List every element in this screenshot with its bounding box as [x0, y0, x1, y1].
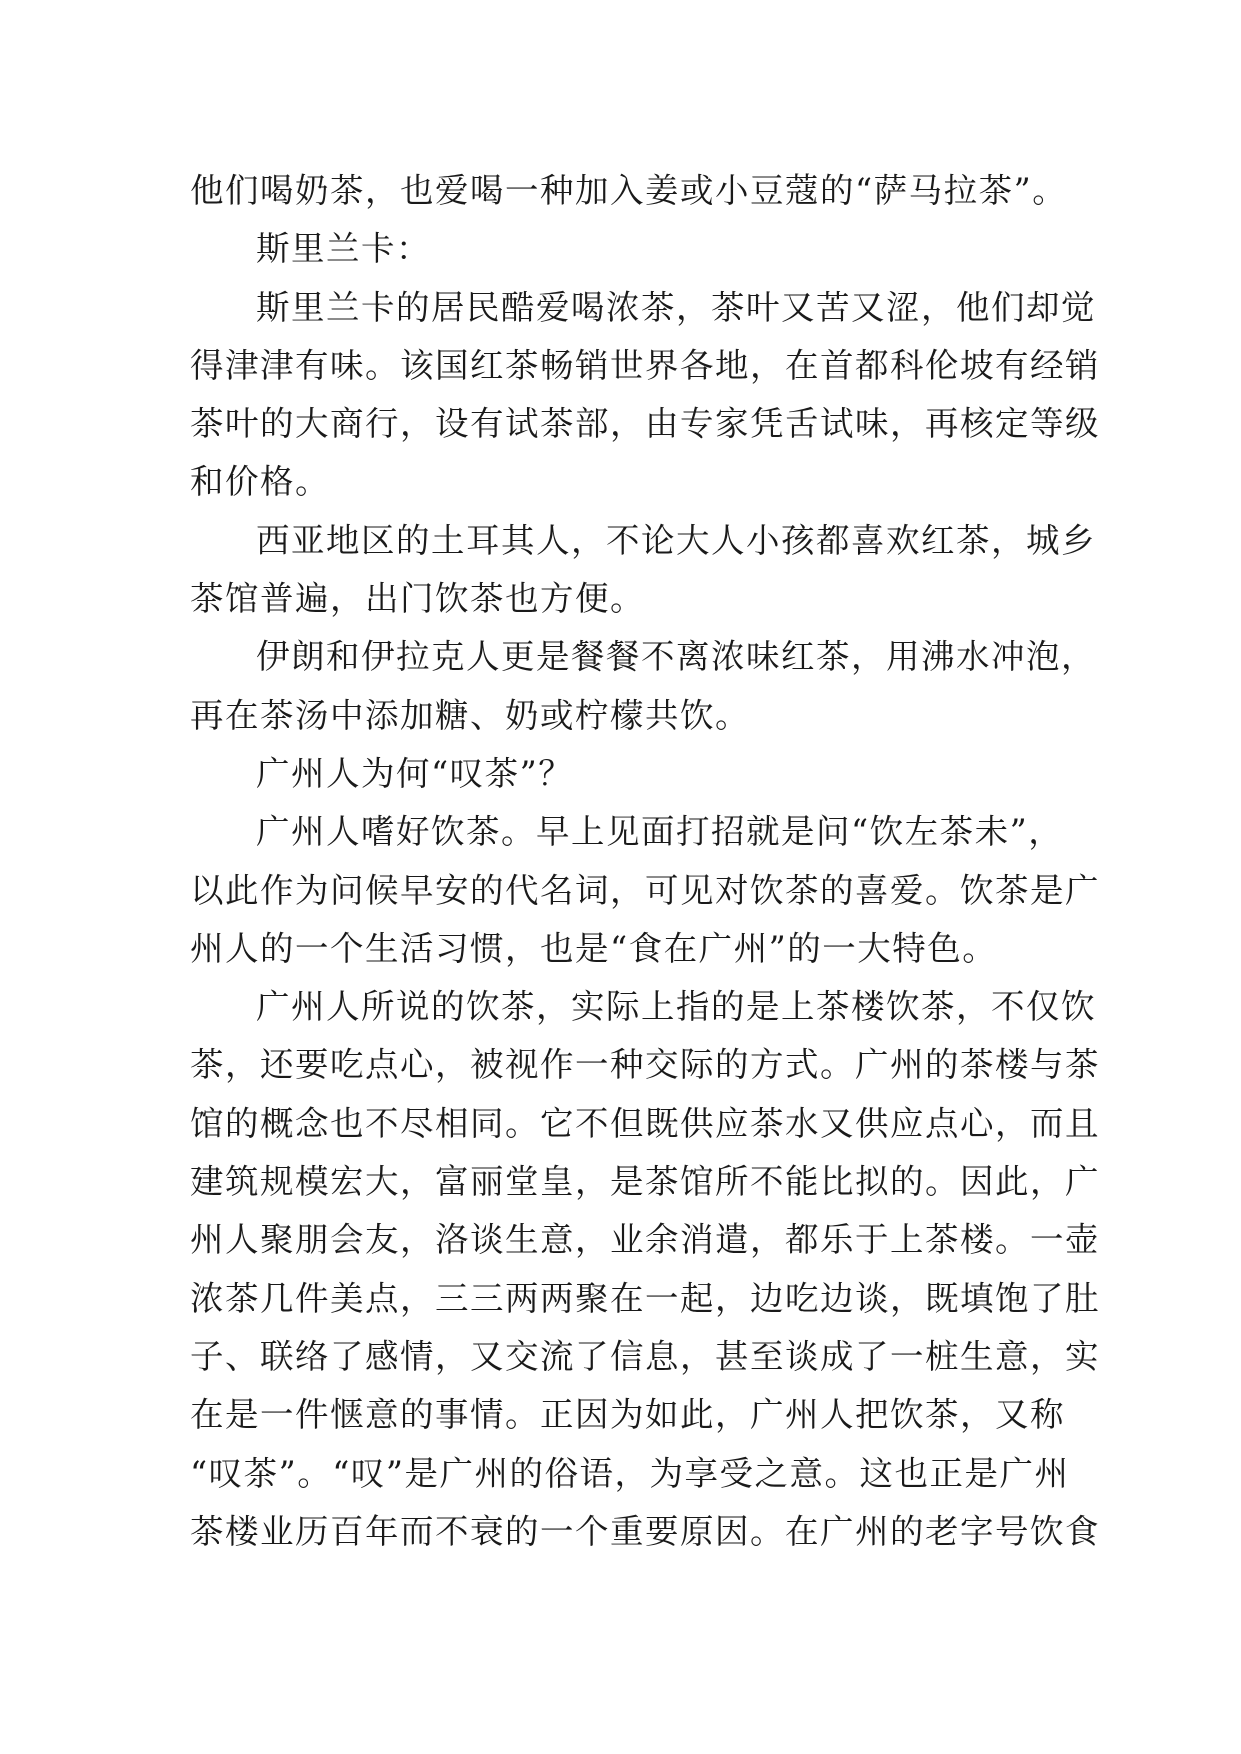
text-line: 在是一件惬意的事情。正因为如此，广州人把饮茶，又称: [190, 1395, 1065, 1435]
text-line: 和价格。: [190, 462, 330, 502]
text-line: 茶，还要吃点心，被视作一种交际的方式。广州的茶楼与茶: [190, 1045, 1100, 1085]
text-line: 茶馆普遍，出门饮茶也方便。: [190, 579, 645, 619]
text-line: 茶楼业历百年而不衰的一个重要原因。在广州的老字号饮食: [190, 1511, 1100, 1551]
text-line: 馆的概念也不尽相同。它不但既供应茶水又供应点心，而且: [190, 1103, 1100, 1143]
text-line: 再在茶汤中添加糖、奶或柠檬共饮。: [190, 695, 750, 735]
body-text: [190, 162, 1100, 1561]
text-line: 斯里兰卡的居民酷爱喝浓茶，茶叶又苦又涩，他们却觉: [256, 287, 1096, 327]
text-line: 西亚地区的土耳其人，不论大人小孩都喜欢红茶，城乡: [256, 520, 1096, 560]
text-line: 州人聚朋会友，洛谈生意，业余消遣，都乐于上茶楼。一壶: [190, 1220, 1100, 1260]
text-line: 茶叶的大商行，设有试茶部，由专家凭舌试味，再核定等级: [190, 404, 1100, 444]
text-line: 伊朗和伊拉克人更是餐餐不离浓味红茶，用沸水冲泡，: [256, 637, 1096, 677]
text-line: 斯里兰卡：: [256, 229, 431, 269]
text-line: 以此作为问候早安的代名词，可见对饮茶的喜爱。饮茶是广: [190, 870, 1100, 910]
text-line: 广州人嗜好饮茶。早上见面打招就是问“饮左茶未”，: [256, 812, 1064, 852]
text-line: 子、联络了感情，又交流了信息，甚至谈成了一桩生意，实: [190, 1336, 1100, 1376]
text-line: 他们喝奶茶，也爱喝一种加入姜或小豆蔻的“萨马拉茶”。: [190, 171, 1068, 210]
text-line: “叹茶”。“叹”是广州的俗语，为享受之意。这也正是广州: [190, 1453, 1070, 1493]
text-line: 州人的一个生活习惯，也是“食在广州”的一大特色。: [190, 928, 998, 968]
text-line: 建筑规模宏大，富丽堂皇，是茶馆所不能比拟的。因此，广: [190, 1162, 1100, 1202]
text-line: 浓茶几件美点，三三两两聚在一起，边吃边谈，既填饱了肚: [190, 1278, 1100, 1318]
text-line: 得津津有味。该国红茶畅销世界各地，在首都科伦坡有经销: [190, 345, 1100, 385]
text-line: 广州人为何“叹茶”？: [256, 753, 574, 793]
text-line: 广州人所说的饮茶，实际上指的是上茶楼饮茶，不仅饮: [256, 987, 1096, 1027]
